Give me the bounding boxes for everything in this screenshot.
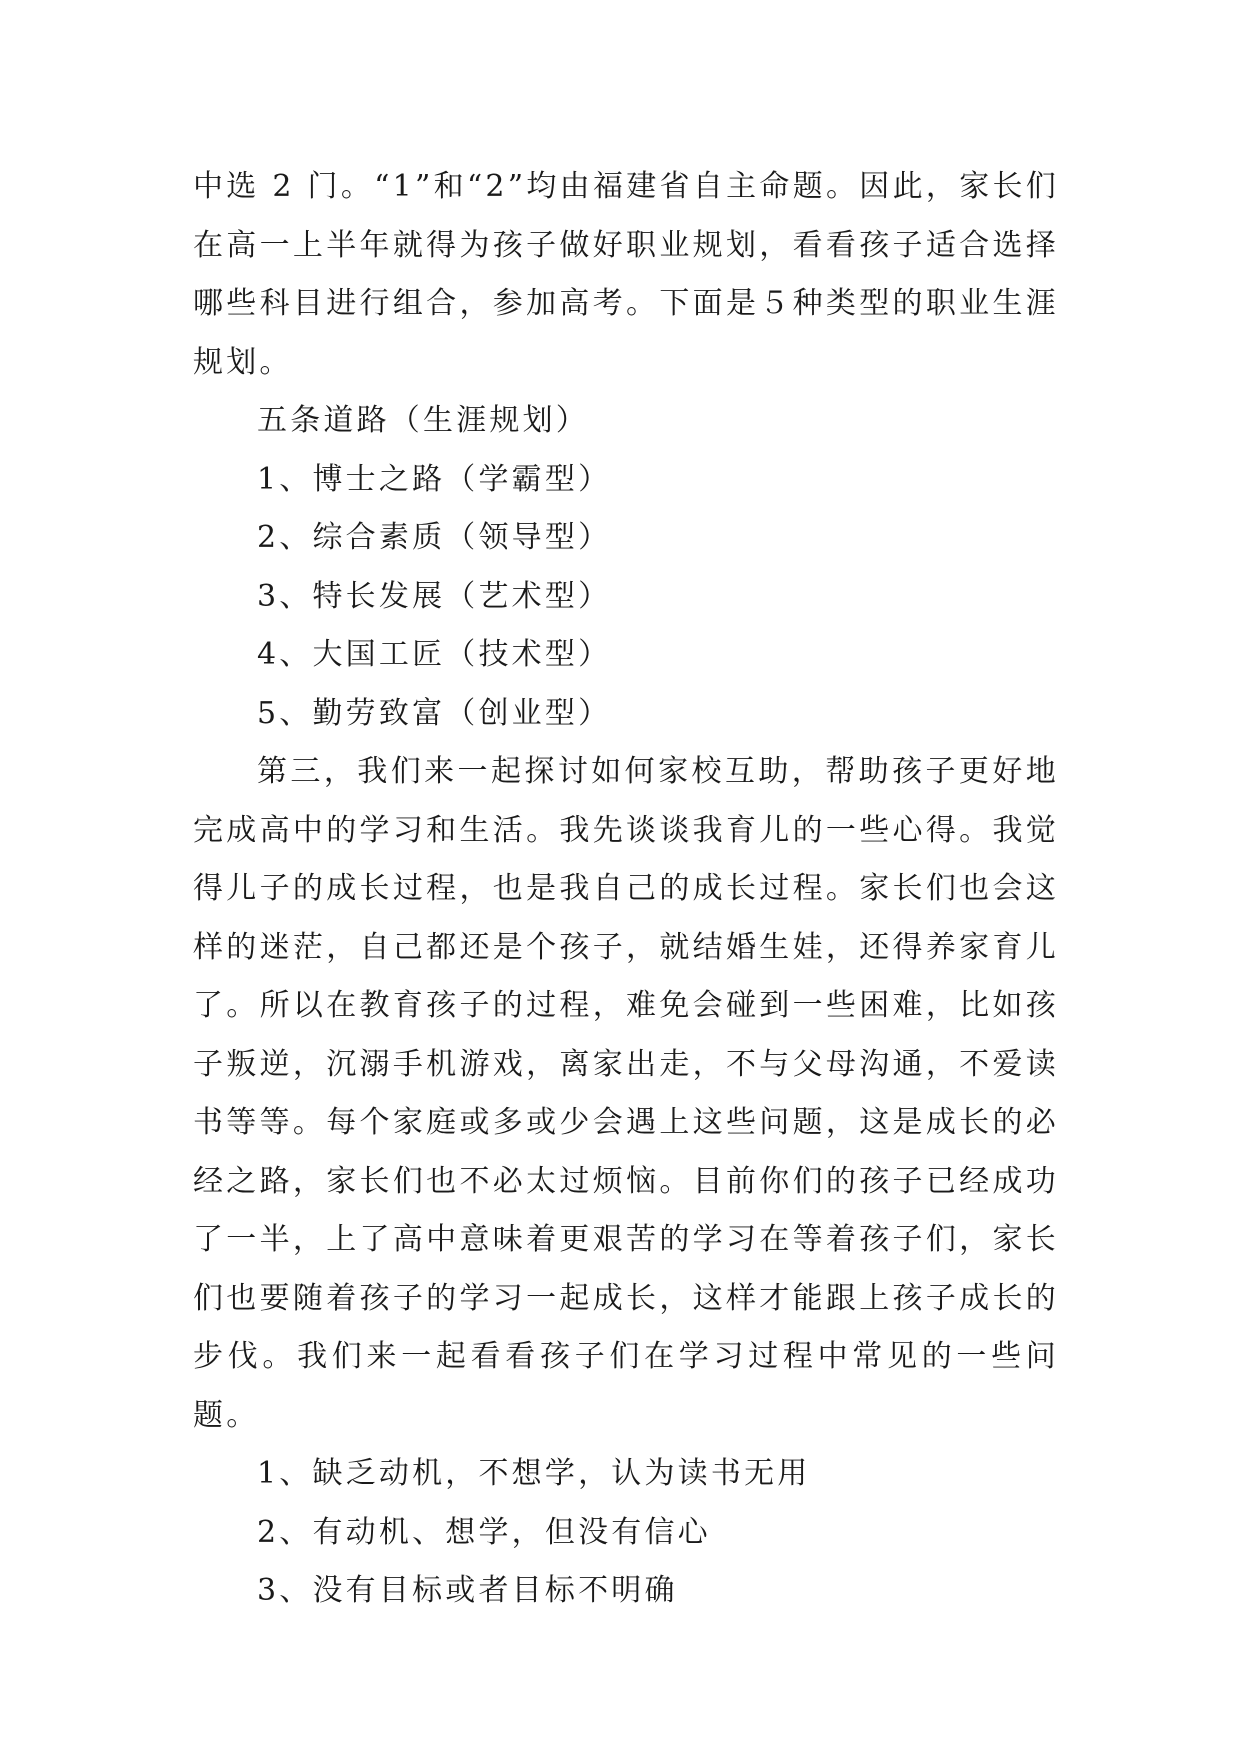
list-item-problem-1: 1、缺乏动机，不想学，认为读书无用 [257, 1456, 811, 1491]
list-item-problem-3: 3、没有目标或者目标不明确 [257, 1573, 678, 1608]
list-item-path-1: 1、博士之路（学霸型） [257, 461, 612, 497]
paragraph-intro: 中选 2 门。“1”和“2”均由福建省自主命题。因此，家长们在高一上半年就得为孩子做好职业规划，看看孩子适合选择哪些科目进行组合，参加高考。下面是５种类型的职业生涯规划。 [193, 169, 1059, 380]
list-item-path-4: 4、大国工匠（技术型） [257, 637, 612, 672]
list-item-path-5: 5、勤劳致富（创业型） [257, 695, 612, 731]
list-item-problem-2: 2、有动机、想学，但没有信心 [257, 1514, 711, 1550]
list-item-path-2: 2、综合素质（领导型） [257, 520, 612, 555]
paragraph-third-point: 第三，我们来一起探讨如何家校互助，帮助孩子更好地完成高中的学习和生活。我先谈谈我育儿的一些心得。我觉得儿子的成长过程，也是我自己的成长过程。家长们也会这样的迷茫，自己都还是个孩子，就结婚生娃，还得养家育儿了。所以在教育孩子的过程，难免会碰到一些困难，比如孩子叛逆，沉溺手机游戏，离家出走，不与父母沟通，不爱读书等等。每个家庭或多或少会遇上这些问题，这是成长的必经之路，家长们也不必太过烦恼。目前你们的孩子已经成功了一半，上了高中意味着更艰苦的学习在等着孩子们，家长们也要随着孩子的学习一起成长，这样才能跟上孩子成长的步伐。我们来一起看看孩子们在学习过程中常见的一些问题。 [193, 754, 1059, 1433]
list-item-path-3: 3、特长发展（艺术型） [257, 578, 612, 614]
paragraph-five-paths-heading: 五条道路（生涯规划） [257, 403, 589, 438]
document-body [193, 158, 1059, 1621]
